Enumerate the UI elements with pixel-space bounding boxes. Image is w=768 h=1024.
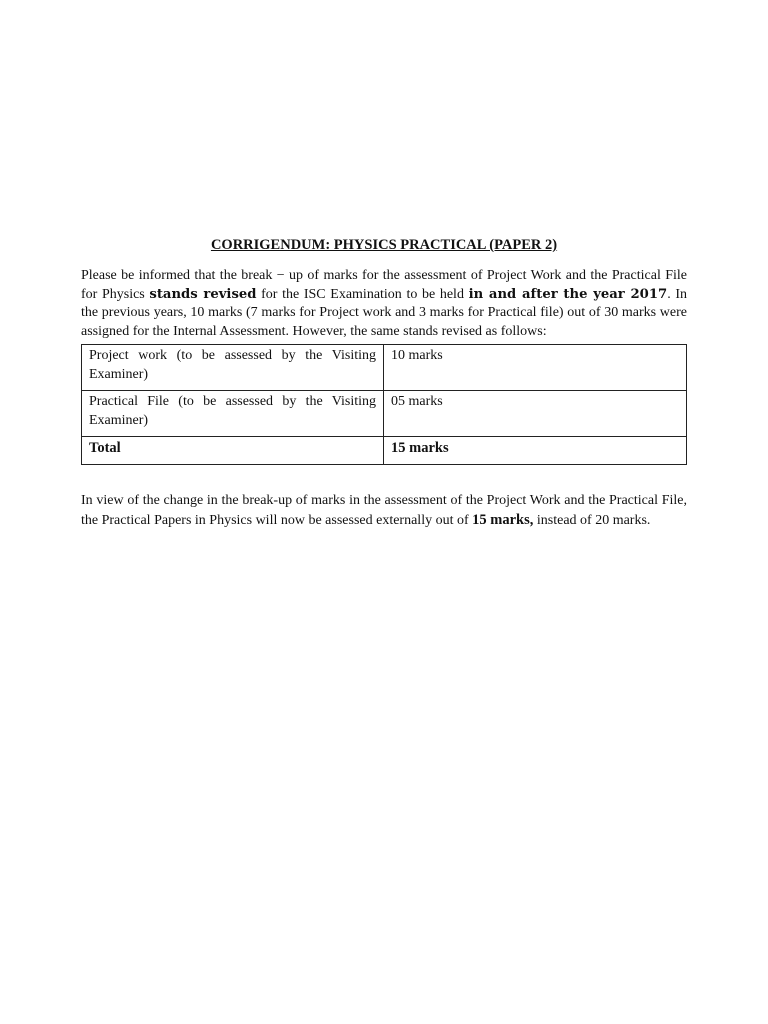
table-row <box>82 345 687 391</box>
total-label-cell: Total <box>82 437 384 465</box>
intro-text-3: . In the previous years, 10 marks (7 marks for Project work and 3 marks for Practical file) out of 30 marks were assigned for the Internal Assessment. However, the same stands revised as follows: <box>81 286 687 339</box>
closing-bold-1: 15 marks, <box>472 511 534 528</box>
closing-paragraph <box>81 492 687 530</box>
table-row <box>82 391 687 437</box>
intro-text-1: Please be informed that the break − up of marks for the assessment of Project Work and the Practical File for Physics <box>81 268 687 302</box>
total-marks-cell: 15 marks <box>384 437 687 465</box>
marks-table <box>81 344 687 465</box>
component-cell: Project work (to be assessed by the Visiting Examiner) <box>82 345 384 391</box>
marks-cell: 05 marks <box>384 391 687 437</box>
document-title: CORRIGENDUM: PHYSICS PRACTICAL (PAPER 2) <box>210 237 558 253</box>
intro-bold-1: stands revised <box>149 286 257 302</box>
document-page <box>81 236 687 530</box>
component-cell: Practical File (to be assessed by the Visiting Examiner) <box>82 391 384 437</box>
total-row <box>82 437 687 465</box>
intro-text-2: for the ISC Examination to be held <box>256 286 469 302</box>
marks-cell: 10 marks <box>384 345 687 391</box>
closing-text-2: instead of 20 marks. <box>533 512 651 528</box>
closing-text-1: In view of the change in the break-up of marks in the assessment of the Project Work and the Practical File, the Practical Papers in Physics will now be assessed externally out of <box>81 493 687 528</box>
intro-bold-2: in and after the year 2017 <box>468 286 668 302</box>
intro-paragraph <box>81 267 687 341</box>
